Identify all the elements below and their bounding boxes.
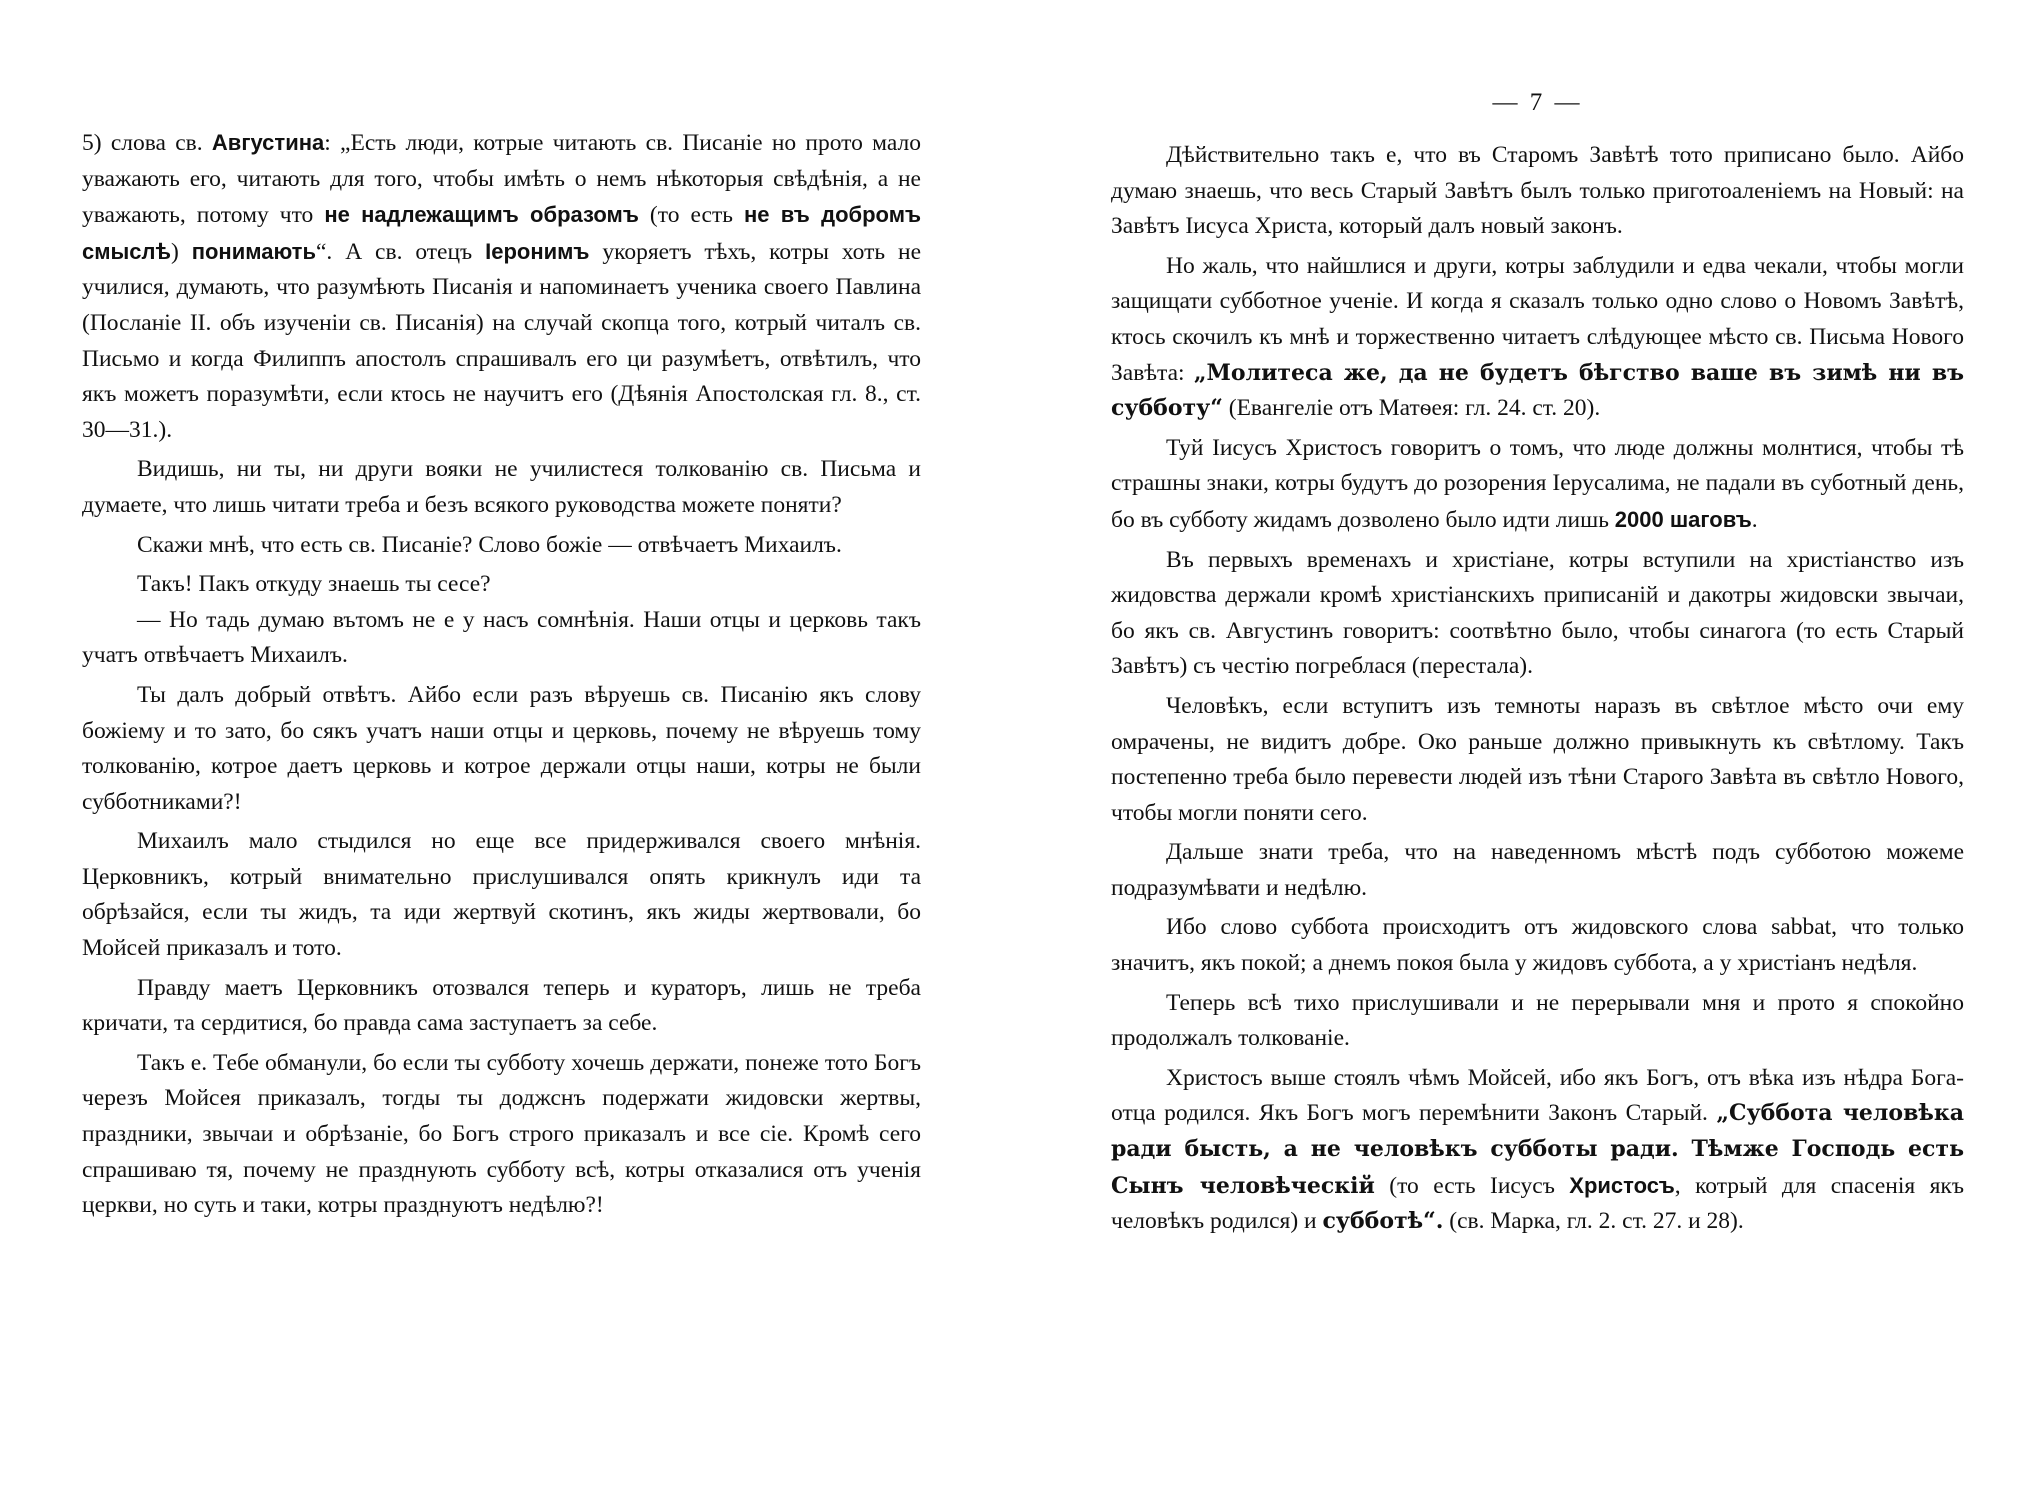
body-text: Туй Іисусъ Христосъ говоритъ о томъ, что люде должны молнтися, чтобы тѣ страшны знаки, котры будутъ до розорения Іерусалима, не падали въ суботный день, бо въ субботу жидамъ дозволено было идти лишь [1111,434,1964,533]
emphasis-text: Августина [211,130,325,155]
body-text: Скажи мнѣ, что есть св. Писаніе? Слово божіе — отвѣчаетъ Михаилъ. [137,531,842,558]
paragraph-r6 [1111,835,1964,906]
body-text: “. А св. отецъ [316,238,486,265]
emphasis-text: 2000 шаговъ [1614,506,1752,532]
body-text: Но жаль, что найшлися и други, котры заблудили и едва чекали, чтобы могли защищати субботное ученіе. И когда я сказалъ только одно слово о Новомъ Завѣтѣ, ктось скочилъ къ мнѣ и торжественно читаетъ слѣдующее мѣсто св. Письма Нового Завѣта: [1111,252,1964,386]
paragraph-p6 [82,678,921,820]
body-text: (то есть Іисусъ [1374,1172,1570,1199]
paragraph-p5 [82,603,921,674]
body-text: . [1751,506,1758,533]
body-text: Человѣкъ, если вступитъ изъ темноты наразъ въ свѣтлое мѣсто очи ему омрачены, не видитъ добре. Око раньше должно привыкнуть къ свѣтлому. Такъ постепенно треба было перевести людей изъ тѣни Старого Завѣта въ свѣтло Нового, чтобы могли поняти сего. [1111,692,1964,826]
emphasis-text: „Суббота человѣка ради бысть, а не человѣкъ субботы ради. Тѣмже Господь есть Сынъ человѣческій [1111,1100,1964,1199]
body-text: Такъ! Пакъ откуду знаешь ты сесе? [137,571,491,598]
body-text: Дѣйствительно такъ е, что въ Старомъ Завѣтѣ тото приписано было. Айбо думаю знаешь, что весь Старый Завѣтъ былъ только приготоаленіемъ на Новый: на Завѣтъ Іисуса Христа, который далъ новый законъ. [1111,142,1964,240]
paragraph-r8 [1111,986,1964,1057]
emphasis-text: „Молитеса же, да не будетъ бѣгство ваше въ зимѣ ни въ субботу“ [1111,359,1965,422]
body-text: Ибо слово суббота происходитъ отъ жидовского слова sabbat, что только значитъ, якъ покой; а днемъ покоя была у жидовъ суббота, а у христіанъ недѣля. [1111,914,1964,977]
emphasis-text: понимають [191,238,316,264]
body-text: ) [170,238,192,265]
body-text: Въ первыхъ временахъ и христіане, котры вступили на христіанство изъ жидовства держали кромѣ христіанскихъ приписаній и дакотры жидовски звычаи, бо якъ св. Августинъ говоритъ: соотвѣтно было, чтобы синагога (то есть Старый Завѣтъ) съ честію погреблася (перестала). [1111,546,1964,680]
emphasis-text: Іеронимъ [485,238,590,264]
emphasis-text: не въ добромъ смыслѣ [82,202,922,264]
body-text: Ты далъ добрый отвѣтъ. Айбо если разъ вѣруешь св. Писанію якъ слову божіему и то зато, бо сякъ учатъ наши отцы и церковь, почему не вѣруешь тому толкованію, котрое даетъ церковь и котрое держали отцы наши, котры не были субботниками?! [82,681,921,815]
body-text: Теперь всѣ тихо прислушивали и не перерывали мня и прото я спокойно продолжалъ толкованіе. [1111,989,1964,1052]
paragraph-r7 [1111,910,1964,981]
paragraph-r2 [1111,249,1964,427]
right-page-body [1111,138,1964,1240]
page-number: — 7 — [1492,89,1583,116]
emphasis-text: субботѣ“. [1322,1208,1444,1235]
body-text: 5) слова св. [82,130,212,156]
paragraph-p3 [82,528,921,564]
paragraph-r1 [1111,138,1964,245]
body-text: , котрый для спасенія якъ человѣкъ родился) и [1111,1172,1964,1235]
paragraph-r5 [1111,689,1964,831]
body-text: (то есть [638,202,744,229]
body-text: Дальше знати треба, что на наведенномъ мѣстѣ подъ субботою можеме подразумѣвати и недѣлю. [1111,839,1964,901]
body-text: Христосъ выше стоялъ чѣмъ Мойсей, ибо якъ Богъ, отъ вѣка изъ нѣдра Бога-отца родился. Якъ Богъ могъ перемѣнити Законъ Старый. [1111,1064,1964,1127]
paragraph-p4 [82,567,921,603]
body-text: Правду маетъ Церковникъ отозвался теперь и кураторъ, лишь не треба кричати, та сердитися, бо правда сама заступаетъ за себе. [82,974,921,1037]
paragraph-p8 [82,971,921,1042]
paragraph-p9 [82,1046,921,1224]
emphasis-text: не надлежащимъ образомъ [324,202,639,228]
body-text: (св. Марка, гл. 2. ст. 27. и 28). [1443,1208,1744,1235]
right-page [1011,0,2022,1500]
paragraph-r3 [1111,431,1964,539]
body-text: : „Есть люди, котрые читають св. Писаніе но прото мало уважають его, читають для того, чтобы имѣть о немъ нѣкоторыя свѣдѣнія, а не уважають, потому что [82,130,921,229]
body-text: Такъ е. Тебе обманули, бо если ты субботу хочешь держати, понеже тото Богъ черезъ Мойсея приказалъ, тогды ты доджснъ подержати жидовски жертвы, праздники, звычаи и обрѣзаніе, бо Богъ строго приказалъ и все сіе. Кромѣ сего спрашиваю тя, почему не празднують субботу всѣ, котры отказалися отъ ученія церкви, но суть и таки, котры празднуютъ недѣлю?! [82,1049,921,1219]
body-text: — Но тадь думаю вътомъ не е у насъ сомнѣнія. Наши отцы и церковь такъ учатъ отвѣчаетъ Михаилъ. [82,606,921,669]
body-text: Михаилъ мало стыдился но еще все придерживался своего мнѣнія. Церковникъ, котрый внимательно прислушивался опять крикнулъ иди та обрѣзайся, если ты жидъ, та иди жертвуй скотинъ, якъ жиды жертвовали, бо Мойсей приказалъ и тото. [82,828,921,962]
body-text: укоряетъ тѣхъ, котры хоть не училися, думають, что разумѣють Писанія и напоминаетъ ученика своего Павлина (Посланіе II. объ изученіи св. Писанія) на случай скопца того, котрый читалъ св. Письмо и когда Филиппъ апостолъ спрашивалъ его ци разумѣетъ, отвѣтилъ, что якъ можетъ поразумѣти, если ктось не научитъ его (Дѣянія Апостолская гл. 8., ст. 30—31.). [82,238,922,443]
paragraph-p7 [82,824,921,966]
emphasis-text: Христосъ [1569,1172,1675,1198]
body-text: Видишь, ни ты, ни други вояки не училистеся толкованію св. Письма и думаете, что лишь читати треба и безъ всякого руководства можете поняти? [82,456,921,518]
paragraph-p2 [82,452,921,523]
left-page-body [82,125,921,1224]
body-text: (Евангеліе отъ Матѳея: гл. 24. ст. 20). [1222,395,1601,422]
paragraph-r4 [1111,543,1964,685]
paragraph-r9 [1111,1061,1964,1240]
paragraph-p1 [82,125,921,448]
